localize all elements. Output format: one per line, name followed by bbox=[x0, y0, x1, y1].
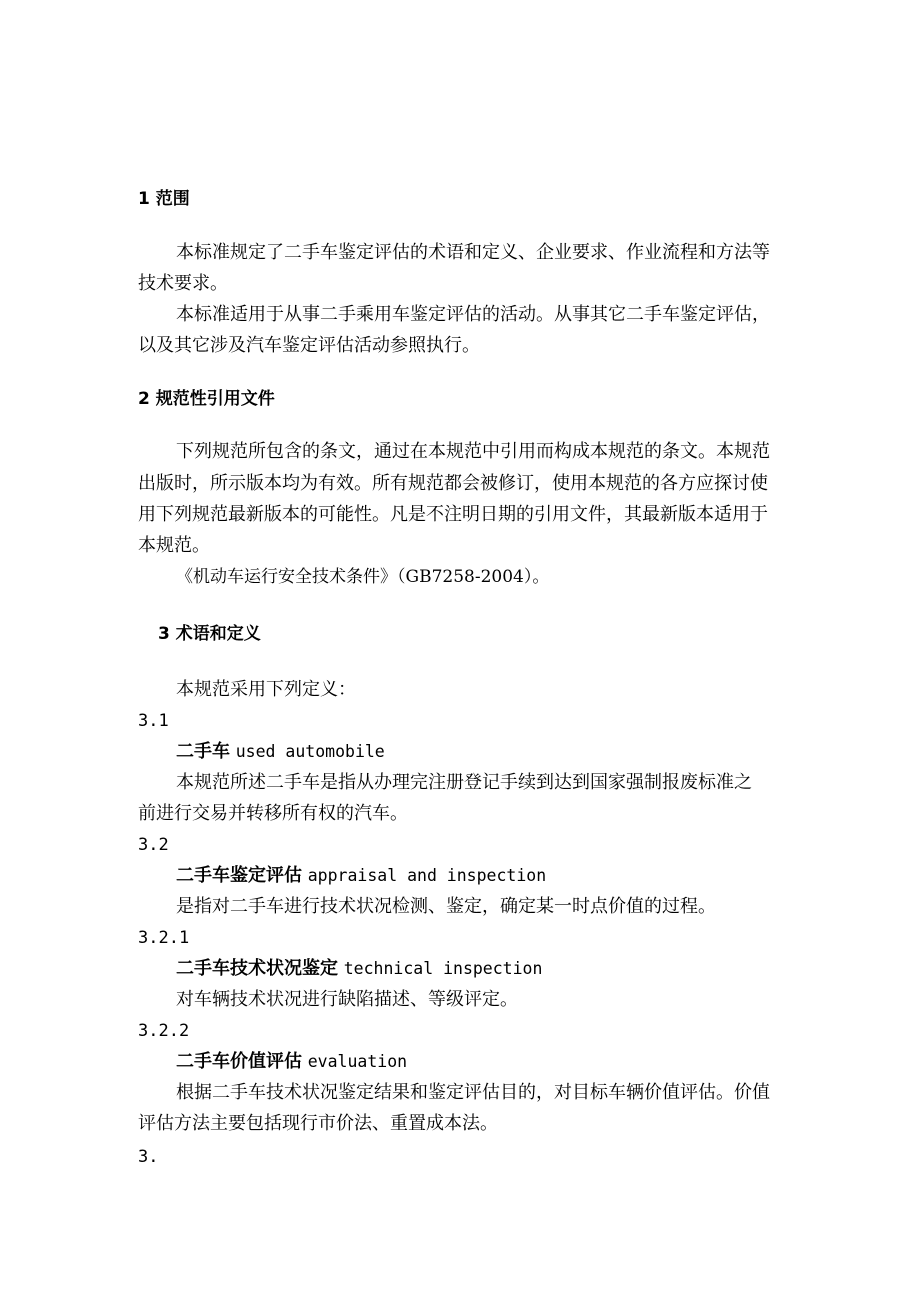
clause-term-zh: 二手车价值评估 bbox=[176, 1051, 302, 1072]
section-2-paragraph-line-1: 下列规范所包含的条文，通过在本规范中引用而构成本规范的条文。本规范 bbox=[176, 441, 770, 462]
clause-definition-line-1: 本规范所述二手车是指从办理完注册登记手续到达到国家强制报废标准之 bbox=[176, 772, 752, 793]
clause-term-en: used automobile bbox=[235, 742, 385, 761]
section-1-title: 1 范围 bbox=[138, 189, 190, 209]
section-3-title: 3 术语和定义 bbox=[158, 624, 261, 644]
clause-term bbox=[176, 740, 385, 764]
clause-term-zh: 二手车鉴定评估 bbox=[176, 865, 302, 886]
section-1-paragraph-2-line-2: 以及其它涉及汽车鉴定评估活动参照执行。 bbox=[138, 335, 480, 356]
section-1-paragraph-1-line-2: 技术要求。 bbox=[138, 273, 228, 294]
clause-definition-line-1: 对车辆技术状况进行缺陷描述、等级评定。 bbox=[176, 989, 518, 1010]
section-2-title: 2 规范性引用文件 bbox=[138, 389, 275, 409]
clause-number: 3. bbox=[138, 1147, 159, 1167]
section-1-paragraph-2-line-1: 本标准适用于从事二手乘用车鉴定评估的活动。从事其它二手车鉴定评估， bbox=[176, 304, 770, 325]
section-3-intro: 本规范采用下列定义： bbox=[176, 679, 356, 700]
clause-number: 3.2.1 bbox=[138, 928, 190, 948]
clause-definition-line-1: 是指对二手车进行技术状况检测、鉴定，确定某一时点价值的过程。 bbox=[176, 896, 716, 917]
section-2-paragraph-line-2: 出版时，所示版本均为有效。所有规范都会被修订，使用本规范的各方应探讨使 bbox=[138, 473, 768, 494]
clause-term bbox=[176, 1050, 407, 1074]
clause-definition-line-1: 根据二手车技术状况鉴定结果和鉴定评估目的，对目标车辆价值评估。价值 bbox=[176, 1082, 770, 1103]
clause-term-en: technical inspection bbox=[343, 959, 543, 978]
clause-number: 3.1 bbox=[138, 711, 169, 731]
clause-term-en: appraisal and inspection bbox=[307, 866, 547, 885]
clause-definition-line-2: 评估方法主要包括现行市价法、重置成本法。 bbox=[138, 1113, 498, 1134]
section-2-paragraph-line-4: 本规范。 bbox=[138, 535, 210, 556]
clause-term bbox=[176, 957, 542, 981]
clause-term bbox=[176, 864, 546, 888]
clause-number: 3.2.2 bbox=[138, 1021, 190, 1041]
clause-term-en: evaluation bbox=[307, 1052, 408, 1071]
section-2-paragraph-line-3: 用下列规范最新版本的可能性。凡是不注明日期的引用文件，其最新版本适用于 bbox=[138, 504, 768, 525]
clause-term-zh: 二手车技术状况鉴定 bbox=[176, 958, 338, 979]
section-1-paragraph-1-line-1: 本标准规定了二手车鉴定评估的术语和定义、企业要求、作业流程和方法等 bbox=[176, 242, 770, 263]
clause-definition-line-2: 前进行交易并转移所有权的汽车。 bbox=[138, 803, 408, 824]
clause-term-zh: 二手车 bbox=[176, 741, 230, 762]
clause-number: 3.2 bbox=[138, 835, 169, 855]
section-2-reference: 《机动车运行安全技术条件》（GB7258-2004）。 bbox=[176, 567, 550, 587]
